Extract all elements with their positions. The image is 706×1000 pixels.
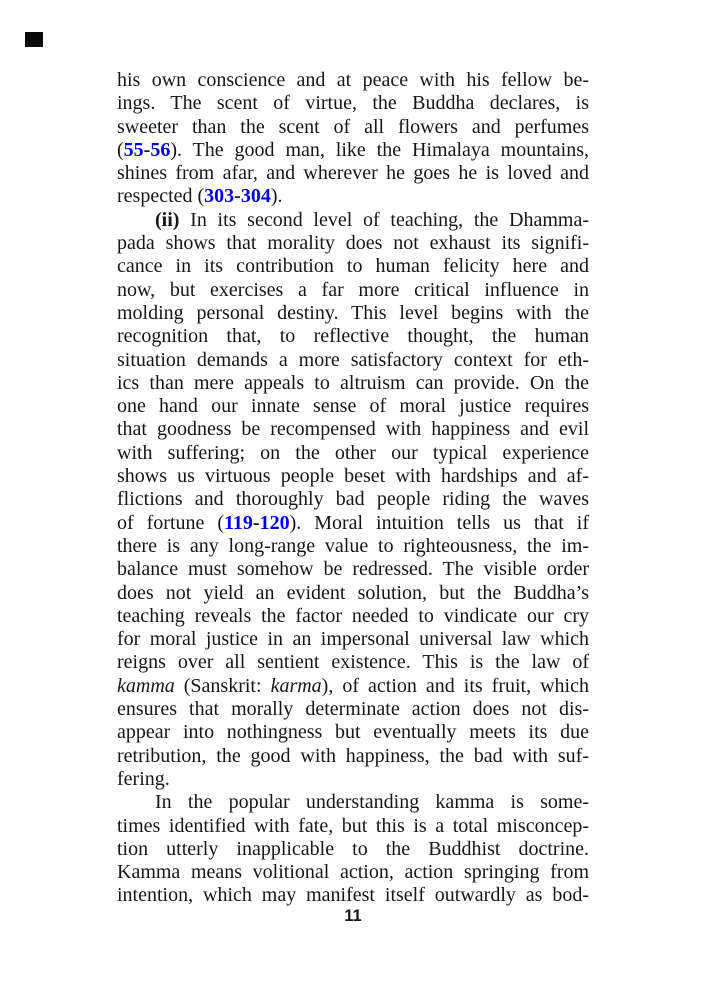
text-line	[117, 815, 589, 838]
verse-link[interactable]: 55	[123, 138, 144, 161]
text-segment: teaching reveals the factor needed to vindicate our cry	[117, 604, 589, 627]
text-line	[117, 255, 589, 278]
verse-link[interactable]: 304	[240, 185, 271, 208]
text-segment: for moral justice in an impersonal universal law which	[117, 628, 589, 651]
text-line	[117, 745, 589, 768]
text-segment: shows us virtuous people beset with hardships and af-	[117, 465, 589, 488]
text-line	[117, 465, 589, 488]
text-line	[117, 185, 589, 208]
text-line	[117, 675, 589, 698]
text-line	[117, 605, 589, 628]
text-segment: recognition that, to reflective thought, the human	[117, 325, 589, 348]
text-segment: molding personal destiny. This level begins with the	[117, 301, 589, 324]
text-segment: (ii)	[155, 208, 180, 231]
text-segment: ). The good man, like the Himalaya mountains,	[170, 138, 589, 161]
text-segment: his own conscience and at peace with his fellow be-	[117, 69, 589, 91]
text-line	[117, 418, 589, 441]
text-segment: Kamma means volitional action, action springing from	[117, 861, 589, 884]
text-segment: times identified with fate, but this is a total misconcep-	[117, 814, 589, 837]
text-segment: In the popular understanding kamma is some-	[155, 791, 589, 814]
text-segment: ).	[270, 185, 283, 208]
verse-link[interactable]: 303	[204, 185, 235, 208]
text-segment: (	[117, 138, 124, 161]
text-line	[117, 791, 589, 814]
text-line	[117, 232, 589, 255]
text-line	[117, 721, 589, 744]
text-line	[117, 698, 589, 721]
text-segment: -	[252, 511, 260, 534]
text-segment: -	[234, 185, 241, 208]
text-line	[117, 69, 589, 92]
text-line	[117, 279, 589, 302]
text-line	[117, 535, 589, 558]
text-segment: of fortune (	[117, 511, 224, 534]
text-line	[117, 209, 589, 232]
text-line	[117, 395, 589, 418]
text-segment: now, but exercises a far more critical influence in	[117, 278, 589, 301]
text-segment: flictions and thoroughly bad people riding the waves	[117, 488, 589, 511]
text-line	[117, 768, 589, 791]
text-line	[117, 558, 589, 581]
text-segment: respected (	[117, 185, 205, 208]
text-block	[117, 69, 589, 908]
text-segment: appear into nothingness but eventually meets its due	[117, 721, 589, 744]
text-segment: fering.	[117, 767, 170, 790]
text-line	[117, 302, 589, 325]
text-line	[117, 92, 589, 115]
verse-link[interactable]: 119	[224, 511, 253, 534]
text-segment: tion utterly inapplicable to the Buddhist doctrine.	[117, 837, 589, 860]
text-segment: one hand our innate sense of moral justice requires	[117, 395, 589, 418]
text-segment: there is any long-range value to righteousness, the im-	[117, 534, 589, 557]
text-segment: does not yield an evident solution, but the Buddha’s	[117, 581, 589, 604]
text-segment: that goodness be recompensed with happiness and evil	[117, 418, 589, 441]
text-segment: kamma	[117, 674, 175, 697]
text-line	[117, 442, 589, 465]
text-segment: reigns over all sentient existence. This is the law of	[117, 651, 589, 674]
text-segment: (Sanskrit:	[174, 674, 271, 697]
text-line	[117, 162, 589, 185]
text-segment: sweeter than the scent of all flowers and perfumes	[117, 115, 589, 138]
text-segment: ). Moral intuition tells us that if	[289, 511, 589, 534]
text-line	[117, 116, 589, 139]
text-line	[117, 838, 589, 861]
text-segment: pada shows that morality does not exhaust its signifi-	[117, 232, 589, 255]
text-segment: ings. The scent of virtue, the Buddha declares, is	[117, 92, 589, 115]
page-number: 11	[344, 907, 362, 925]
text-line	[117, 349, 589, 372]
text-segment: karma	[270, 674, 322, 697]
text-segment: with suffering; on the other our typical experience	[117, 441, 589, 464]
text-line	[117, 488, 589, 511]
verse-link[interactable]: 56	[150, 138, 171, 161]
text-line	[117, 512, 589, 535]
text-line	[117, 139, 589, 162]
text-segment: ics than mere appeals to altruism can provide. On the	[117, 371, 589, 394]
text-segment: balance must somehow be redressed. The visible order	[117, 558, 589, 581]
text-line	[117, 325, 589, 348]
text-segment: ensures that morally determinate action does not dis-	[117, 698, 589, 721]
text-line	[117, 372, 589, 395]
text-segment: intention, which may manifest itself outwardly as bod-	[117, 884, 589, 907]
text-segment: ), of action and its fruit, which	[321, 674, 589, 697]
text-segment: In its second level of teaching, the Dhamma-	[179, 208, 589, 231]
text-segment: shines from afar, and wherever he goes he is loved and	[117, 162, 589, 185]
text-line	[117, 582, 589, 605]
text-segment: situation demands a more satisfactory context for eth-	[117, 348, 589, 371]
text-line	[117, 884, 589, 907]
text-line	[117, 651, 589, 674]
text-line	[117, 861, 589, 884]
text-line	[117, 628, 589, 651]
verse-link[interactable]: 120	[259, 511, 290, 534]
text-segment: -	[143, 138, 151, 161]
text-segment: retribution, the good with happiness, the bad with suf-	[117, 744, 589, 767]
scan-corner-mark	[25, 32, 43, 47]
text-segment: cance in its contribution to human felicity here and	[117, 255, 589, 278]
